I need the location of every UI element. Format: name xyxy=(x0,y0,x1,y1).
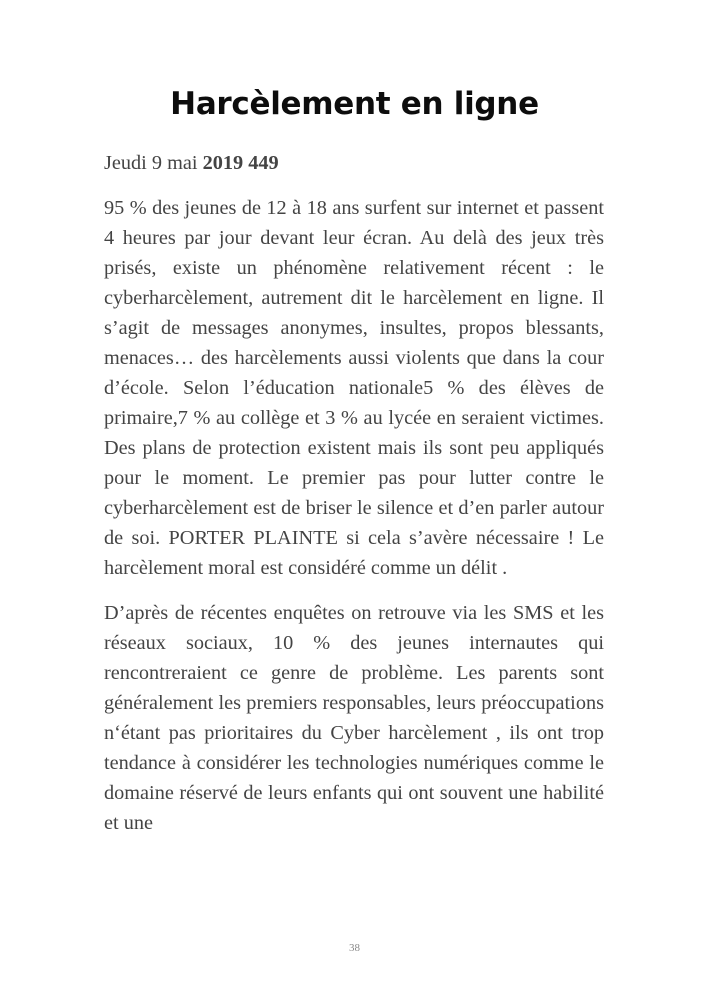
paragraph-1: 95 % des jeunes de 12 à 18 ans surfent sur internet et passent 4 heures par jour devant leur écran. Au delà des jeux très prisés, existe un phénomène relativement récent : le cyberharcèlement, autrement dit le harcèlement en ligne. Il s’agit de messages anonymes, insultes, propos blessants, menaces… des harcèlements aussi violents que dans la cour d’école. Selon l’éducation nationale5 % des élèves de primaire,7 % au collège et 3 % au lycée en seraient victimes. Des plans de protection existent mais ils sont peu appliqués pour le moment. Le premier pas pour lutter contre le cyberharcèlement est de briser le silence et d’en parler autour de soi. PORTER PLAINTE si cela s’avère nécessaire ! Le harcèlement moral est considéré comme un délit . xyxy=(104,197,604,579)
page-number: 38 xyxy=(349,942,360,954)
article-body xyxy=(104,148,604,853)
dateline-bold: 2019 449 xyxy=(202,152,279,174)
dateline xyxy=(104,148,604,178)
paragraph-2: D’après de récentes enquêtes on retrouve via les SMS et les réseaux sociaux, 10 % des jeunes internautes qui rencontreraient ce genre de problème. Les parents sont généralement les premiers responsables, leurs préoccupations n‘étant pas prioritaires du Cyber harcèlement , ils ont trop tendance à considérer les technologies numériques comme le domaine réservé de leurs enfants qui ont souvent une habilité et une xyxy=(104,602,604,834)
page-title: Harcèlement en ligne xyxy=(170,86,539,122)
dateline-prefix: Jeudi 9 mai xyxy=(104,152,203,174)
